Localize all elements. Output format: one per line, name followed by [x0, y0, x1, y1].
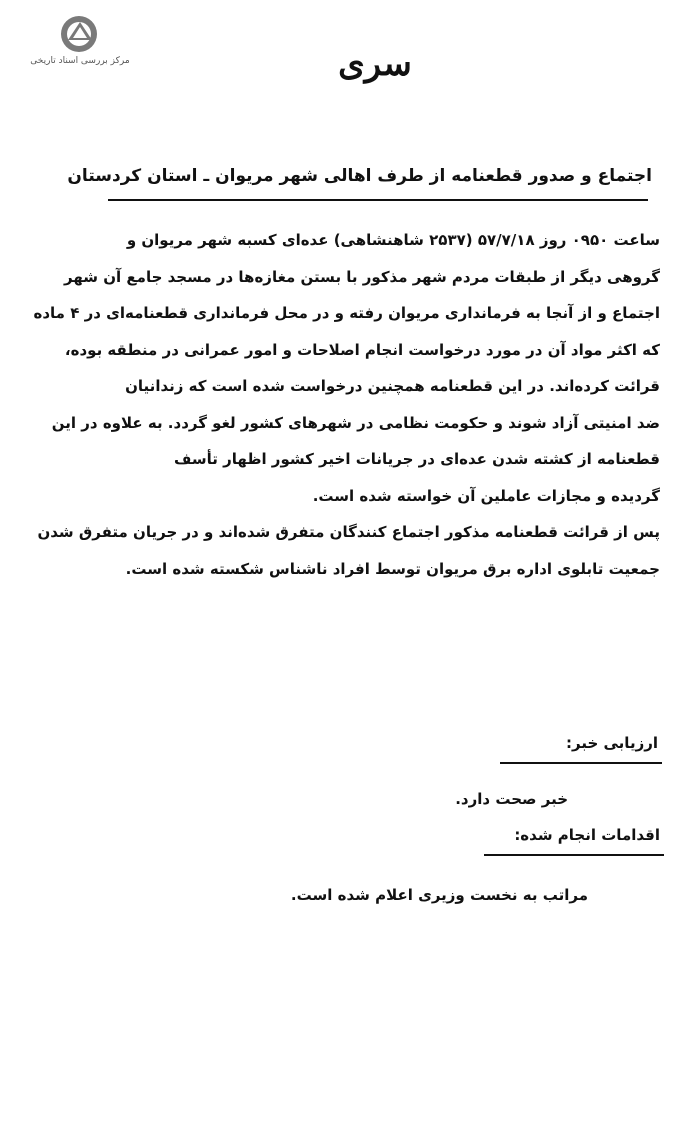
archive-logo-caption: مرکز بررسی اسناد تاریخی — [30, 56, 130, 66]
body-line: پس از قرائت قطعنامه مذکور اجتماع کنندگان متفرق شده‌اند و در جریان متفرق شدن — [37, 523, 660, 541]
archive-emblem-icon — [56, 14, 102, 54]
evaluation-label: ارزیابی خبر: — [566, 734, 658, 752]
evaluation-text: خبر صحت دارد. — [455, 790, 568, 808]
body-line: قرائت کرده‌اند. در این قطعنامه همچنین درخواست شده است که زندانیان — [125, 377, 660, 395]
body-line: ساعت ۰۹۵۰ روز ۵۷/۷/۱۸ (۲۵۳۷ شاهنشاهی) عده‌ای کسبه شهر مریوان و — [126, 231, 660, 249]
body-line: اجتماع و از آنجا به فرمانداری مریوان رفته و در محل فرمانداری قطعنامه‌ای در ۴ ماده — [33, 304, 660, 322]
body-line: قطعنامه از کشته شدن عده‌ای در جریانات اخیر کشور اظهار تأسف — [174, 450, 660, 468]
report-body — [33, 226, 660, 591]
classification-mark: سری — [338, 44, 412, 84]
actions-label: اقدامات انجام شده: — [514, 826, 660, 844]
actions-underline — [484, 854, 664, 856]
document-headline: اجتماع و صدور قطعنامه از طرف اهالی شهر مریوان ـ استان کردستان — [67, 166, 652, 186]
evaluation-underline — [500, 762, 662, 764]
body-line: گردیده و مجازات عاملین آن خواسته شده است. — [312, 486, 660, 505]
body-line: ضد امنیتی آزاد شوند و حکومت نظامی در شهرهای کشور لغو گردد. به علاوه در این — [51, 413, 660, 432]
body-line: جمعیت تابلوی اداره برق مریوان توسط افراد ناشناس شکسته شده است. — [125, 559, 660, 578]
archive-logo — [22, 14, 138, 72]
headline-underline — [108, 199, 648, 201]
body-line: که اکثر مواد آن در مورد درخواست انجام اصلاحات و امور عمرانی در منطقه بوده، — [64, 340, 660, 359]
body-line: گروهی دیگر از طبقات مردم شهر مذکور با بستن مغازه‌ها در مسجد جامع آن شهر — [64, 267, 660, 286]
actions-text: مراتب به نخست وزیری اعلام شده است. — [290, 886, 588, 904]
